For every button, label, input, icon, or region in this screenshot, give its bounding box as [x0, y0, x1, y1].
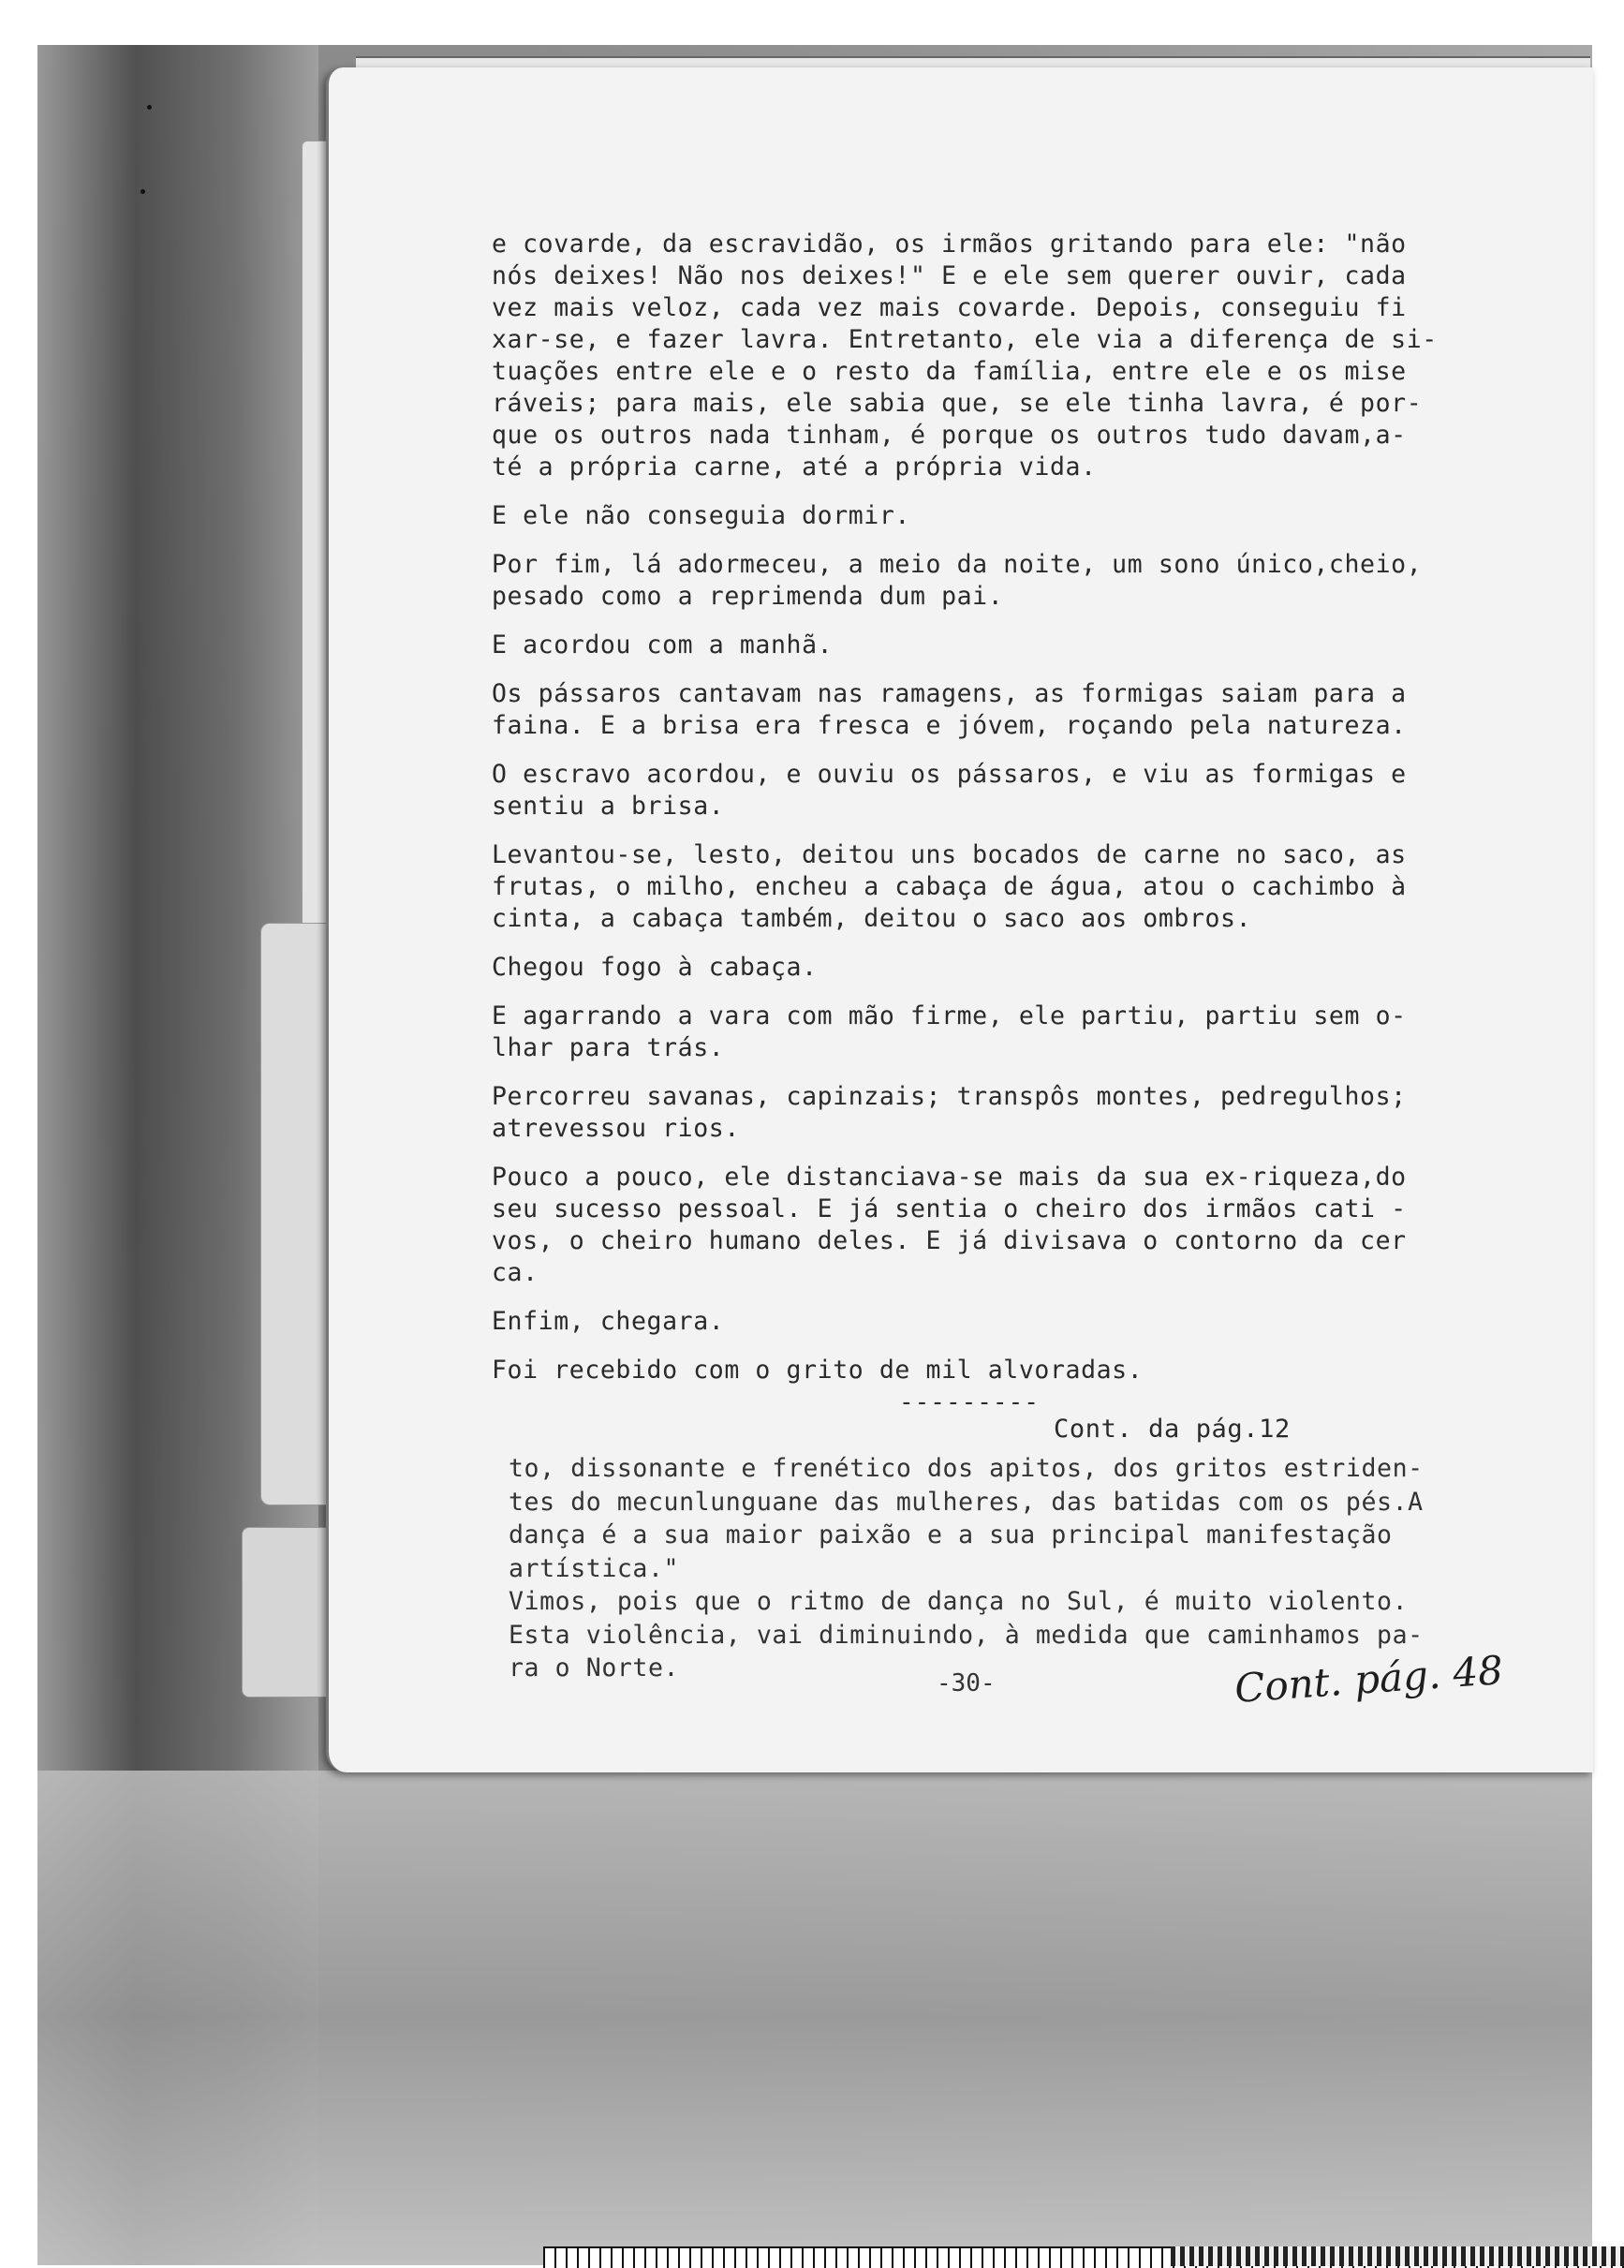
text-line: lhar para trás.	[492, 1033, 725, 1062]
paragraph	[492, 678, 1522, 742]
text-line: sentiu a brisa.	[492, 792, 725, 821]
text-line: ráveis; para mais, ele sabia que, se ele tinha lavra, é por-	[492, 389, 1423, 418]
continuation-text	[509, 1452, 1539, 1685]
text-line: tuações entre ele e o resto da família, entre ele e os mise	[492, 357, 1407, 386]
paragraph	[492, 1162, 1522, 1289]
text-line: Por fim, lá adormeceu, a meio da noite, um sono único,cheio,	[492, 550, 1423, 579]
text-line: vos, o cheiro humano deles. E já divisava o contorno da cer	[492, 1226, 1407, 1255]
text-line: frutas, o milho, encheu a cabaça de água, atou o cachimbo à	[492, 872, 1407, 901]
scan-background-bottom	[37, 1771, 1592, 2265]
text-line: E ele não conseguia dormir.	[492, 501, 910, 530]
typed-text-body	[492, 229, 1522, 1403]
paragraph	[492, 500, 1522, 532]
text-line: pesado como a reprimenda dum pai.	[492, 582, 1004, 611]
continuation-line: dança é a sua maior paixão e a sua principal manifestação	[509, 1520, 1393, 1549]
text-line: vez mais veloz, cada vez mais covarde. Depois, conseguiu fi	[492, 293, 1407, 322]
text-line: Pouco a pouco, ele distanciava-se mais da sua ex-riqueza,do	[492, 1163, 1407, 1192]
text-line: O escravo acordou, e ouviu os pássaros, e viu as formigas e	[492, 760, 1407, 789]
paragraph	[492, 549, 1522, 613]
text-line: cinta, a cabaça também, deitou o saco aos ombros.	[492, 904, 1252, 933]
paragraph	[492, 1306, 1522, 1338]
continuation-line: to, dissonante e frenético dos apitos, dos gritos estriden-	[509, 1454, 1424, 1483]
paragraph	[492, 630, 1522, 661]
text-line: té a própria carne, até a própria vida.	[492, 452, 1097, 482]
continuation-line: Esta violência, vai diminuindo, à medida que caminhamos pa-	[509, 1620, 1424, 1650]
handwritten-note: Cont. pág. 48	[1233, 1647, 1505, 1712]
text-line: ca.	[492, 1258, 539, 1287]
text-line: seu sucesso pessoal. E já sentia o cheiro dos irmãos cati -	[492, 1194, 1407, 1223]
paragraph	[492, 229, 1522, 483]
paragraph	[492, 839, 1522, 935]
continuation-line: artística."	[509, 1553, 680, 1583]
text-line: Os pássaros cantavam nas ramagens, as formigas saiam para a	[492, 679, 1407, 708]
paragraph	[492, 759, 1522, 823]
continuation-line: tes do mecunlunguane das mulheres, das batidas com os pés.A	[509, 1487, 1424, 1517]
continuation-header: Cont. da pág.12	[1054, 1415, 1291, 1444]
paragraph	[492, 1355, 1522, 1386]
paragraph	[492, 1001, 1522, 1064]
text-line: Levantou-se, lesto, deitou uns bocados de carne no saco, as	[492, 840, 1407, 869]
speck	[147, 105, 152, 110]
text-line: xar-se, e fazer lavra. Entretanto, ele via a diferença de si-	[492, 325, 1438, 354]
text-line: Percorreu savanas, capinzais; transpôs montes, pedregulhos;	[492, 1082, 1407, 1111]
paragraph	[492, 952, 1522, 984]
continuation-line: ra o Norte.	[509, 1653, 680, 1682]
text-line: Foi recebido com o grito de mil alvoradas.	[492, 1356, 1144, 1385]
text-line: E agarrando a vara com mão firme, ele partiu, partiu sem o-	[492, 1001, 1407, 1030]
text-line: nós deixes! Não nos deixes!" E e ele sem querer ouvir, cada	[492, 261, 1407, 290]
text-line: Enfim, chegara.	[492, 1307, 725, 1336]
text-line: faina. E a brisa era fresca e jóvem, roçando pela natureza.	[492, 711, 1407, 740]
text-line: E acordou com a manhã.	[492, 630, 834, 660]
text-line: que os outros nada tinham, é porque os outros tudo davam,a-	[492, 421, 1407, 450]
page-number: -30-	[937, 1669, 996, 1697]
scale-ruler-segment	[1171, 2246, 1624, 2266]
text-line: e covarde, da escravidão, os irmãos gritando para ele: "não	[492, 230, 1407, 259]
text-line: Chegou fogo à cabaça.	[492, 953, 818, 982]
paragraph	[492, 1081, 1522, 1145]
speck	[140, 189, 145, 194]
text-line: atrevessou rios.	[492, 1114, 740, 1143]
continuation-line: Vimos, pois que o ritmo de dança no Sul, é muito violento.	[509, 1587, 1409, 1616]
separator-line: ---------	[899, 1388, 1040, 1416]
